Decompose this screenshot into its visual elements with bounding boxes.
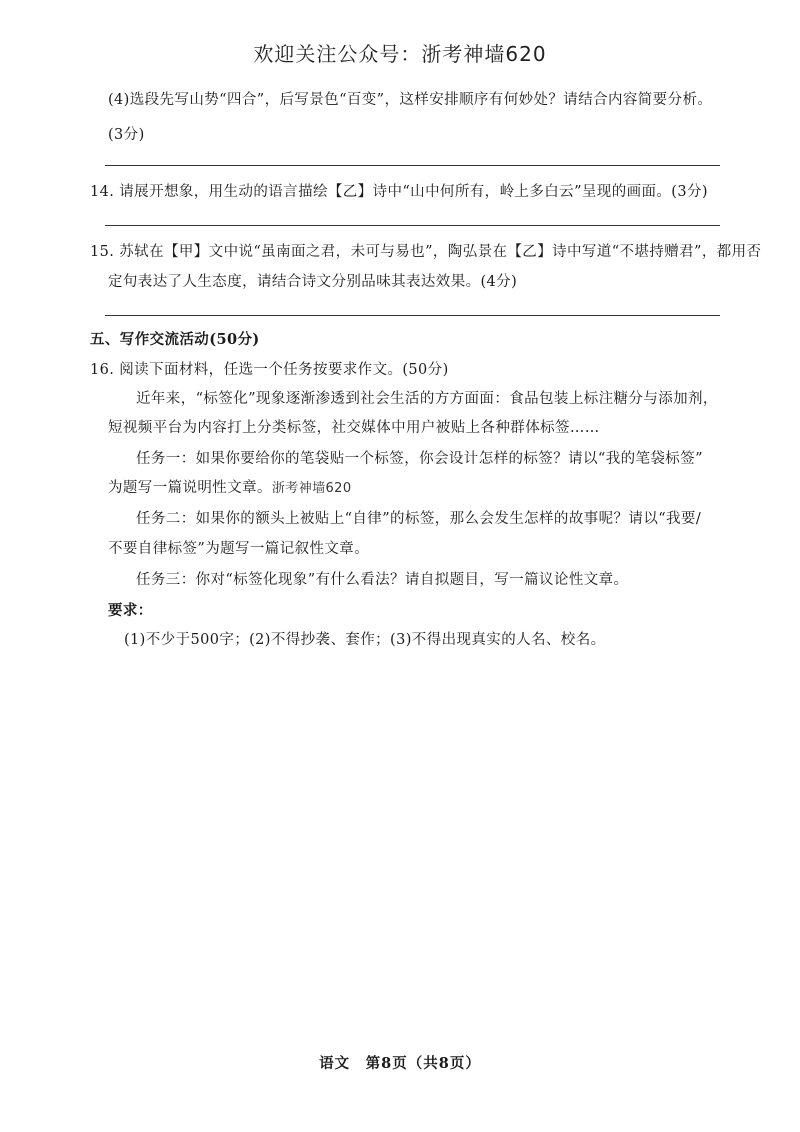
inline-watermark: 浙考神墙620	[271, 481, 352, 496]
task1-line1: 任务一：如果你要给你的笔袋贴一个标签，你会设计怎样的标签？请以“我的笔袋标签”	[136, 451, 703, 467]
question-13-4-line2: (3分)	[108, 127, 145, 143]
answer-line-q15	[105, 315, 720, 316]
answer-line-q14	[105, 225, 720, 226]
task1-line2	[108, 476, 352, 497]
question-13-4-line1: (4)选段先写山势“四合”，后写景色“百变”，这样安排顺序有何妙处？请结合内容简要分析。	[108, 92, 713, 108]
question-15-line1: 15. 苏轼在【甲】文中说“虽南面之君，未可与易也”，陶弘景在【乙】诗中写道“不堪持赠君”，都用否	[90, 244, 762, 260]
task1-line2-text: 为题写一篇说明性文章。	[108, 480, 272, 496]
section-5-title: 五、写作交流活动(50分)	[90, 331, 260, 348]
task2-line1: 任务二：如果你的额头上被贴上“自律”的标签，那么会发生怎样的故事呢？请以“我要/	[136, 511, 702, 527]
requirements-text: (1)不少于500字；(2)不得抄袭、套作；(3)不得出现真实的人名、校名。	[124, 632, 606, 648]
material-line1: 近年来，“标签化”现象逐渐渗透到社会生活的方方面面：食品包装上标注糖分与添加剂，	[136, 391, 718, 407]
page-footer: 语文 第8页（共8页）	[319, 1055, 481, 1072]
question-16-prompt: 16. 阅读下面材料，任选一个任务按要求作文。(50分)	[90, 362, 449, 378]
task3-line: 任务三：你对“标签化现象”有什么看法？请自拟题目，写一篇议论性文章。	[136, 572, 629, 588]
material-line2: 短视频平台为内容打上分类标签，社交媒体中用户被贴上各种群体标签……	[108, 420, 600, 436]
task2-line2: 不要自律标签”为题写一篇记叙性文章。	[108, 541, 370, 557]
watermark-header: 欢迎关注公众号：浙考神墙620	[253, 42, 547, 66]
question-15-line2: 定句表达了人生态度，请结合诗文分别品味其表达效果。(4分)	[108, 274, 518, 290]
question-14: 14. 请展开想象，用生动的语言描绘【乙】诗中“山中何所有，岭上多白云”呈现的画面。(3分)	[90, 184, 708, 200]
requirements-label: 要求：	[108, 602, 153, 619]
answer-line-q13-4	[105, 165, 720, 166]
